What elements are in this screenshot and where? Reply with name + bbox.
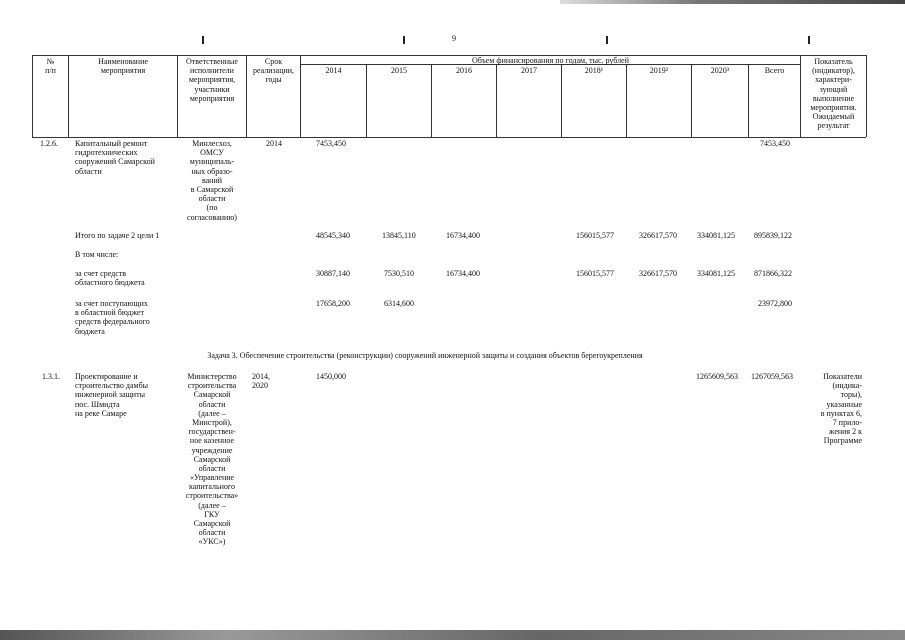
value-2018: 156015,577 [576, 269, 614, 278]
header-num: № п/п [45, 57, 56, 76]
total-task2-label: Итого по задаче 2 цели 1 [75, 231, 160, 240]
value-2016: 16734,400 [446, 269, 480, 278]
value-total: 871866,322 [754, 269, 792, 278]
value-2015: 13845,110 [382, 231, 416, 240]
header-year: 2014 [325, 66, 342, 75]
scan-edge-top [560, 0, 905, 4]
task3-heading: Задача 3. Обеспечение строительства (реконструкции) сооружений инженерной защиты и создания объектов берегоукрепления [207, 351, 643, 360]
value-2014: 30887,140 [316, 269, 350, 278]
row-name: Капитальный ремонт гидротехнических сооружений Самарской области [75, 139, 155, 176]
header-year: 2017 [521, 66, 537, 75]
binder-mark [808, 36, 810, 44]
header-year: 2015 [391, 66, 407, 75]
value-2020: 334081,125 [697, 231, 735, 240]
binder-mark [202, 36, 204, 44]
header-year-total: Всего [764, 66, 785, 75]
page-number: 9 [452, 34, 456, 43]
value-2020: 1265609,563 [696, 372, 738, 381]
row-number: 1.2.6. [40, 139, 58, 148]
value-2014: 17658,200 [316, 299, 350, 308]
row-name: Проектирование и строительство дамбы инженерной защиты пос. Шмидта на реке Самаре [75, 372, 149, 418]
header-year: 2020³ [710, 66, 730, 75]
value-2014: 48545,340 [316, 231, 350, 240]
value-2015: 7530,510 [384, 269, 414, 278]
header-year: 2016 [456, 66, 472, 75]
regional-label: за счет средств областного бюджета [75, 269, 145, 288]
value-total: 23972,800 [758, 299, 792, 308]
value-2014: 1450,000 [316, 372, 346, 381]
header-term: Срок реализации, годы [252, 57, 295, 85]
value-total: 1267059,563 [751, 372, 793, 381]
row-number: 1.3.1. [42, 372, 60, 381]
header-year: 2019² [649, 66, 669, 75]
binder-mark [606, 36, 608, 44]
header-funding: Объем финансирования по годам, тыс. рублей [472, 56, 629, 65]
binder-mark [403, 36, 405, 44]
value-2015: 6314,600 [384, 299, 414, 308]
value-total: 895839,122 [754, 231, 792, 240]
header-indicator: Показатель (индикатор), характери- зующий выполнение мероприятия. Ожидаемый результат [810, 57, 857, 131]
row-term: 2014, 2020 [252, 372, 270, 391]
value-2020: 334081,125 [697, 269, 735, 278]
value-2019: 326617,570 [639, 269, 677, 278]
row-indicator: Показатели (индика- торы), указанные в пунктах 6, 7 прило- жения 2 к Программе [820, 372, 862, 446]
row-executors: Министерство строительства Самарской области (далее – Минстрой), государствен- ное казенное учреждение Самарской области «Управление капитального строительства» (далее – ГКУ Самарской области «УКС») [185, 372, 239, 547]
row-executors: Минлесхоз, ОМСУ муниципаль- ных образо- ваний в Самарской области (по согласованию) [187, 139, 237, 222]
value-2014: 7453,450 [316, 139, 346, 148]
federal-label: за счет поступающих в областной бюджет средств федерального бюджета [75, 299, 150, 336]
including-label: В том числе: [75, 250, 119, 259]
value-2016: 16734,400 [446, 231, 480, 240]
row-term: 2014 [266, 139, 282, 148]
value-2019: 326617,570 [639, 231, 677, 240]
header-year: 2018¹ [584, 66, 604, 75]
scan-edge-bottom [0, 630, 905, 640]
value-total: 7453,450 [760, 139, 790, 148]
value-2018: 156015,577 [576, 231, 614, 240]
header-executors: Ответственные исполнители мероприятия, участники мероприятия [186, 57, 238, 103]
header-name: Наименование мероприятия [98, 57, 148, 76]
